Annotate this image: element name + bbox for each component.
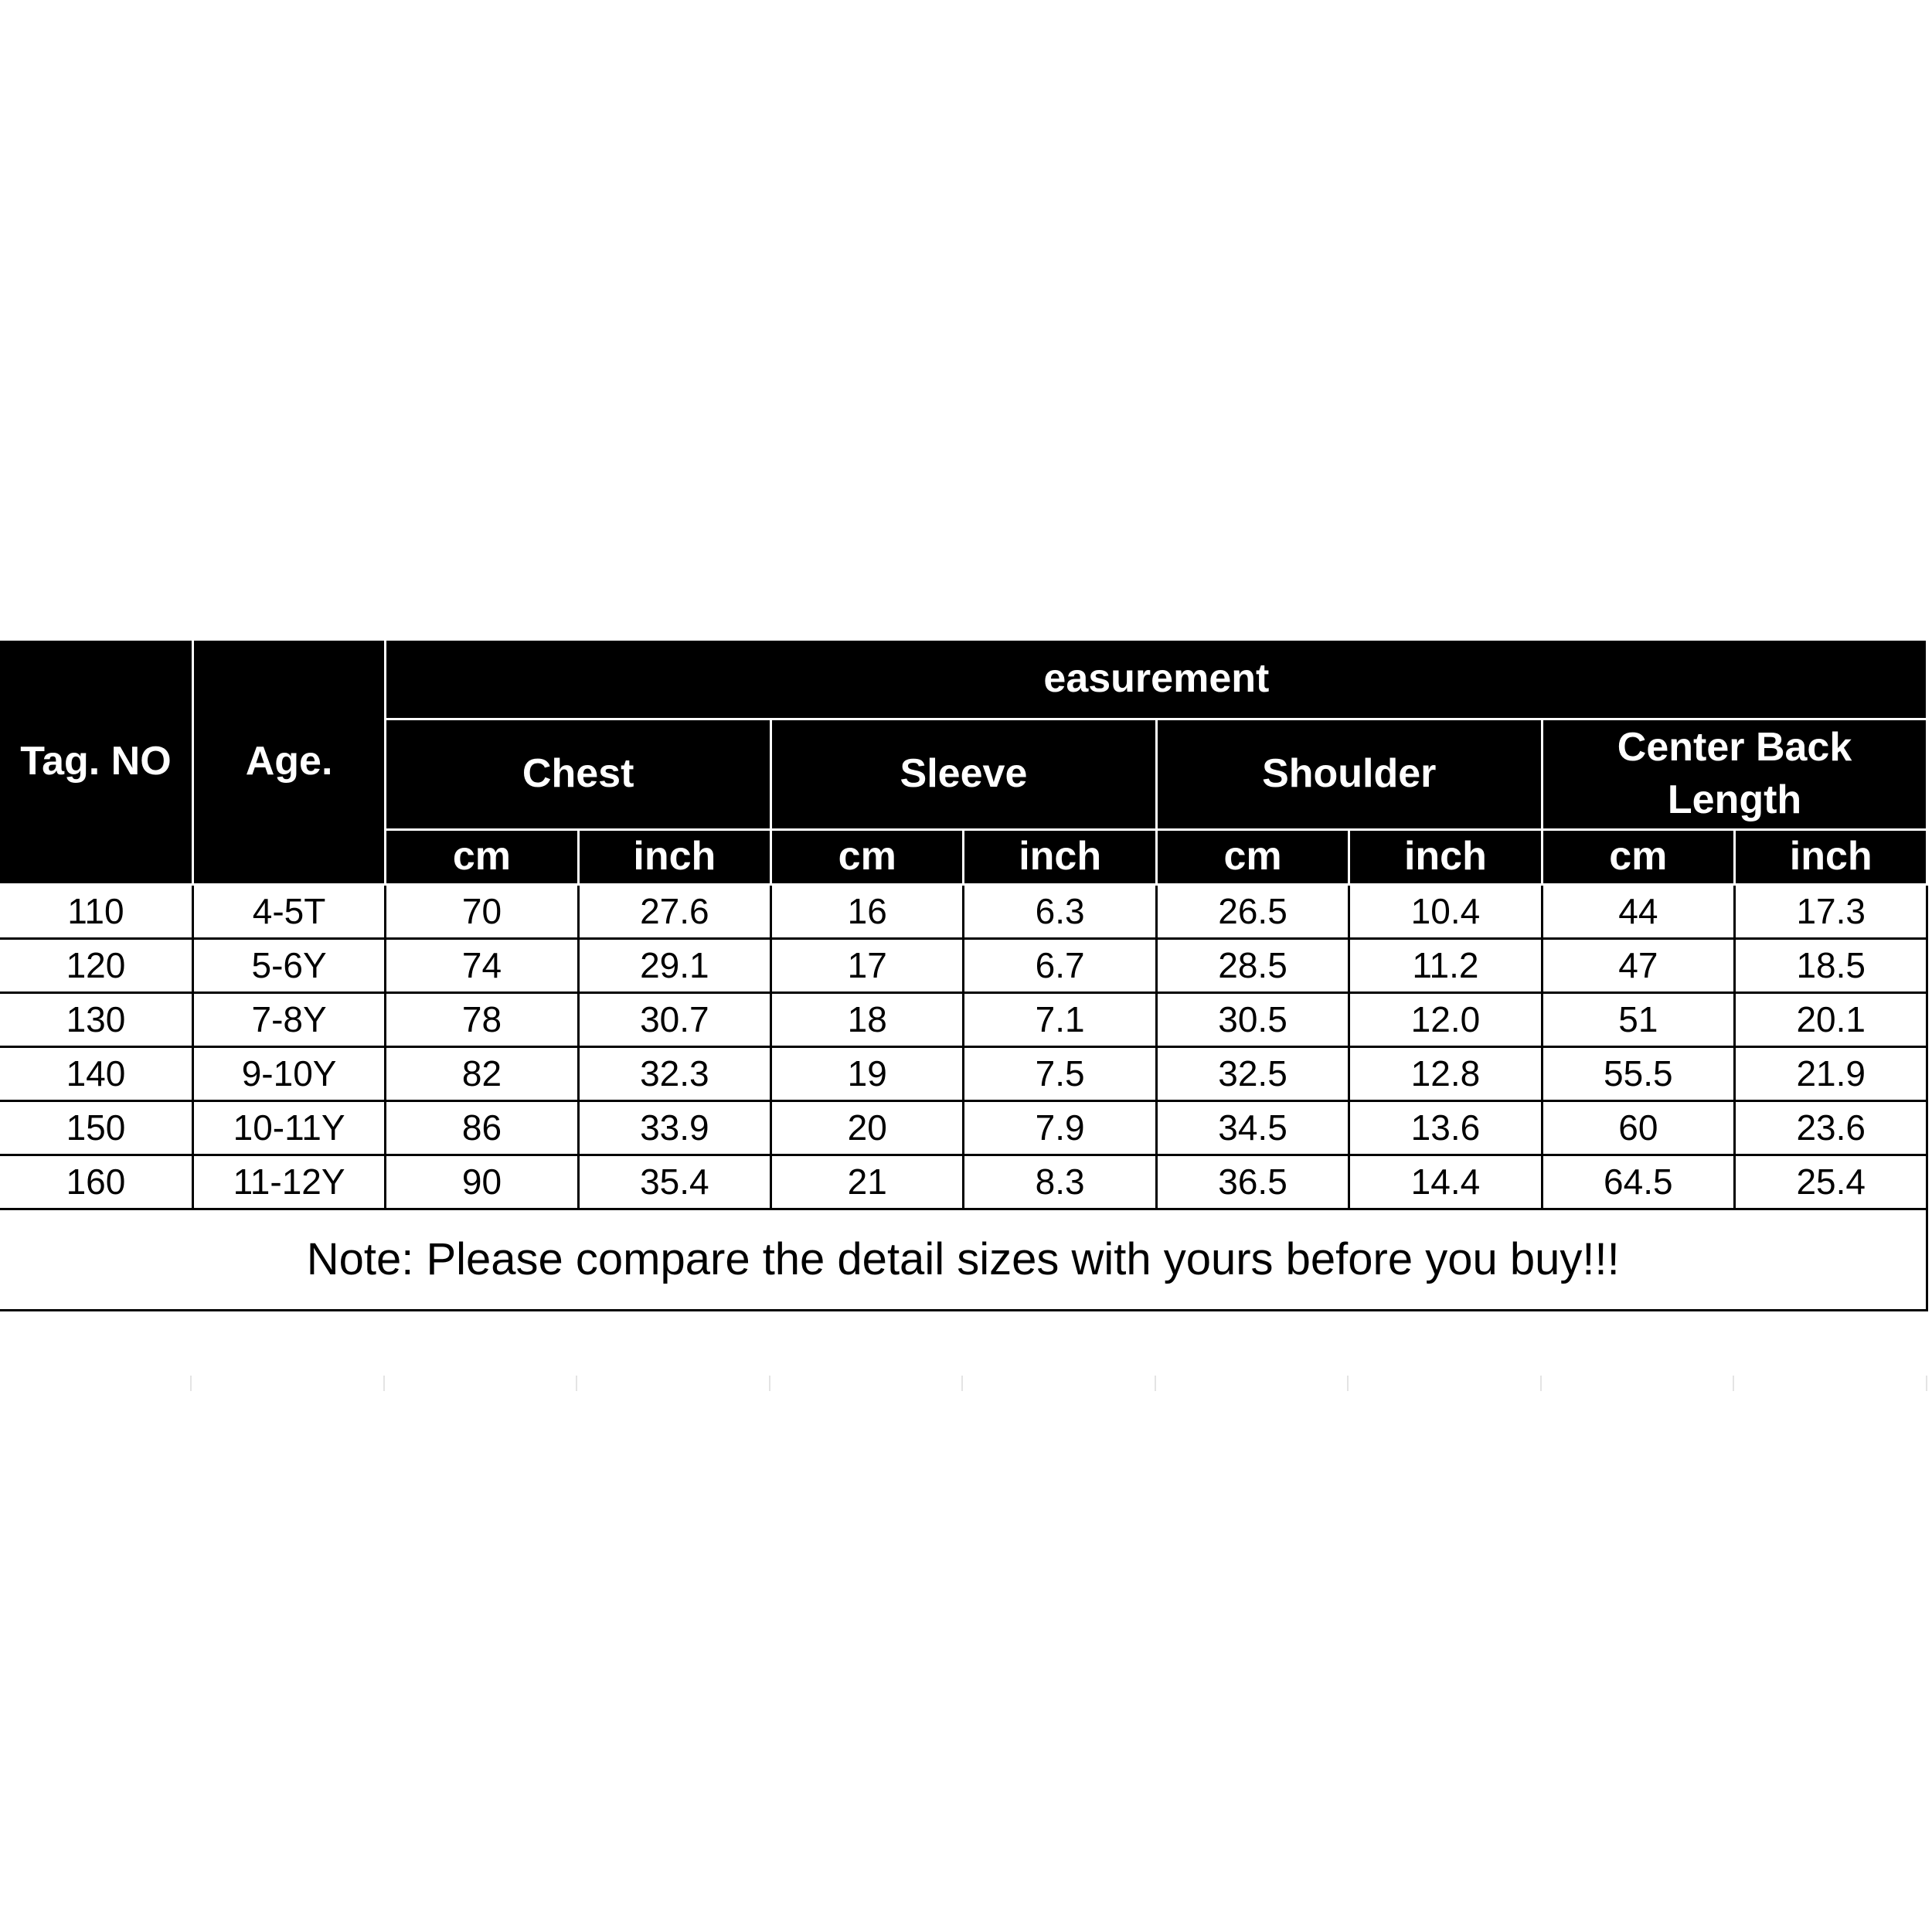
measurement-cell: 51 bbox=[1542, 992, 1734, 1046]
size-chart-body bbox=[0, 884, 1927, 1209]
guide-tick bbox=[576, 1376, 577, 1391]
measurement-cell: 14.4 bbox=[1349, 1155, 1542, 1209]
measurement-cell: 20.1 bbox=[1735, 992, 1927, 1046]
header-shoulder: Shoulder bbox=[1156, 719, 1542, 830]
tag-no-cell: 160 bbox=[0, 1155, 192, 1209]
header-center-back-length: Center Back Length bbox=[1542, 719, 1927, 830]
unit-header: cm bbox=[1156, 830, 1349, 885]
measurement-cell: 13.6 bbox=[1349, 1100, 1542, 1155]
header-measurement: easurement bbox=[386, 640, 1927, 719]
unit-header: cm bbox=[771, 830, 964, 885]
measurement-cell: 17.3 bbox=[1735, 884, 1927, 938]
unit-header: inch bbox=[1735, 830, 1927, 885]
age-cell: 5-6Y bbox=[192, 938, 385, 992]
measurement-cell: 35.4 bbox=[578, 1155, 770, 1209]
measurement-cell: 6.3 bbox=[964, 884, 1156, 938]
tag-no-cell: 120 bbox=[0, 938, 192, 992]
measurement-cell: 82 bbox=[386, 1046, 578, 1100]
measurement-cell: 29.1 bbox=[578, 938, 770, 992]
measurement-cell: 47 bbox=[1542, 938, 1734, 992]
measurement-cell: 18.5 bbox=[1735, 938, 1927, 992]
unit-header: cm bbox=[1542, 830, 1734, 885]
measurement-cell: 11.2 bbox=[1349, 938, 1542, 992]
faint-guide-ticks bbox=[0, 1376, 1927, 1391]
measurement-cell: 30.5 bbox=[1156, 992, 1349, 1046]
tag-no-cell: 110 bbox=[0, 884, 192, 938]
unit-header: cm bbox=[386, 830, 578, 885]
size-chart-header bbox=[0, 640, 1927, 885]
table-row bbox=[0, 938, 1927, 992]
header-sleeve: Sleeve bbox=[771, 719, 1157, 830]
table-row bbox=[0, 884, 1927, 938]
guide-tick bbox=[383, 1376, 385, 1391]
measurement-cell: 33.9 bbox=[578, 1100, 770, 1155]
size-chart-footer bbox=[0, 1209, 1927, 1310]
measurement-cell: 17 bbox=[771, 938, 964, 992]
header-row-measurement bbox=[0, 640, 1927, 719]
measurement-cell: 21 bbox=[771, 1155, 964, 1209]
measurement-cell: 7.1 bbox=[964, 992, 1156, 1046]
note-row bbox=[0, 1209, 1927, 1310]
unit-header: inch bbox=[578, 830, 770, 885]
measurement-cell: 36.5 bbox=[1156, 1155, 1349, 1209]
age-cell: 9-10Y bbox=[192, 1046, 385, 1100]
measurement-cell: 16 bbox=[771, 884, 964, 938]
measurement-cell: 70 bbox=[386, 884, 578, 938]
measurement-cell: 20 bbox=[771, 1100, 964, 1155]
guide-tick bbox=[1155, 1376, 1156, 1391]
guide-tick bbox=[1347, 1376, 1349, 1391]
measurement-cell: 44 bbox=[1542, 884, 1734, 938]
measurement-cell: 90 bbox=[386, 1155, 578, 1209]
measurement-cell: 12.0 bbox=[1349, 992, 1542, 1046]
measurement-cell: 8.3 bbox=[964, 1155, 1156, 1209]
measurement-cell: 19 bbox=[771, 1046, 964, 1100]
tag-no-cell: 140 bbox=[0, 1046, 192, 1100]
guide-tick bbox=[1540, 1376, 1542, 1391]
measurement-cell: 78 bbox=[386, 992, 578, 1046]
guide-tick bbox=[769, 1376, 770, 1391]
age-cell: 7-8Y bbox=[192, 992, 385, 1046]
measurement-cell: 7.5 bbox=[964, 1046, 1156, 1100]
measurement-cell: 30.7 bbox=[578, 992, 770, 1046]
measurement-cell: 55.5 bbox=[1542, 1046, 1734, 1100]
measurement-cell: 32.5 bbox=[1156, 1046, 1349, 1100]
age-cell: 11-12Y bbox=[192, 1155, 385, 1209]
size-chart-table bbox=[0, 638, 1928, 1311]
measurement-cell: 32.3 bbox=[578, 1046, 770, 1100]
header-chest: Chest bbox=[386, 719, 771, 830]
measurement-cell: 74 bbox=[386, 938, 578, 992]
measurement-cell: 28.5 bbox=[1156, 938, 1349, 992]
measurement-cell: 12.8 bbox=[1349, 1046, 1542, 1100]
measurement-cell: 34.5 bbox=[1156, 1100, 1349, 1155]
tag-no-cell: 150 bbox=[0, 1100, 192, 1155]
age-cell: 10-11Y bbox=[192, 1100, 385, 1155]
measurement-cell: 86 bbox=[386, 1100, 578, 1155]
unit-header: inch bbox=[964, 830, 1156, 885]
measurement-cell: 6.7 bbox=[964, 938, 1156, 992]
measurement-cell: 23.6 bbox=[1735, 1100, 1927, 1155]
table-row bbox=[0, 1155, 1927, 1209]
tag-no-cell: 130 bbox=[0, 992, 192, 1046]
measurement-cell: 26.5 bbox=[1156, 884, 1349, 938]
guide-tick bbox=[190, 1376, 192, 1391]
measurement-cell: 21.9 bbox=[1735, 1046, 1927, 1100]
header-tag-no: Tag. NO bbox=[0, 640, 192, 885]
measurement-cell: 60 bbox=[1542, 1100, 1734, 1155]
measurement-cell: 64.5 bbox=[1542, 1155, 1734, 1209]
guide-tick bbox=[961, 1376, 963, 1391]
header-age: Age. bbox=[192, 640, 385, 885]
guide-tick bbox=[1926, 1376, 1927, 1391]
table-row bbox=[0, 992, 1927, 1046]
measurement-cell: 27.6 bbox=[578, 884, 770, 938]
table-row bbox=[0, 1100, 1927, 1155]
measurement-cell: 7.9 bbox=[964, 1100, 1156, 1155]
measurement-cell: 10.4 bbox=[1349, 884, 1542, 938]
measurement-cell: 18 bbox=[771, 992, 964, 1046]
guide-tick bbox=[1733, 1376, 1734, 1391]
table-row bbox=[0, 1046, 1927, 1100]
age-cell: 4-5T bbox=[192, 884, 385, 938]
unit-header: inch bbox=[1349, 830, 1542, 885]
measurement-cell: 25.4 bbox=[1735, 1155, 1927, 1209]
note-text: Note: Please compare the detail sizes with yours before you buy!!! bbox=[0, 1209, 1927, 1310]
